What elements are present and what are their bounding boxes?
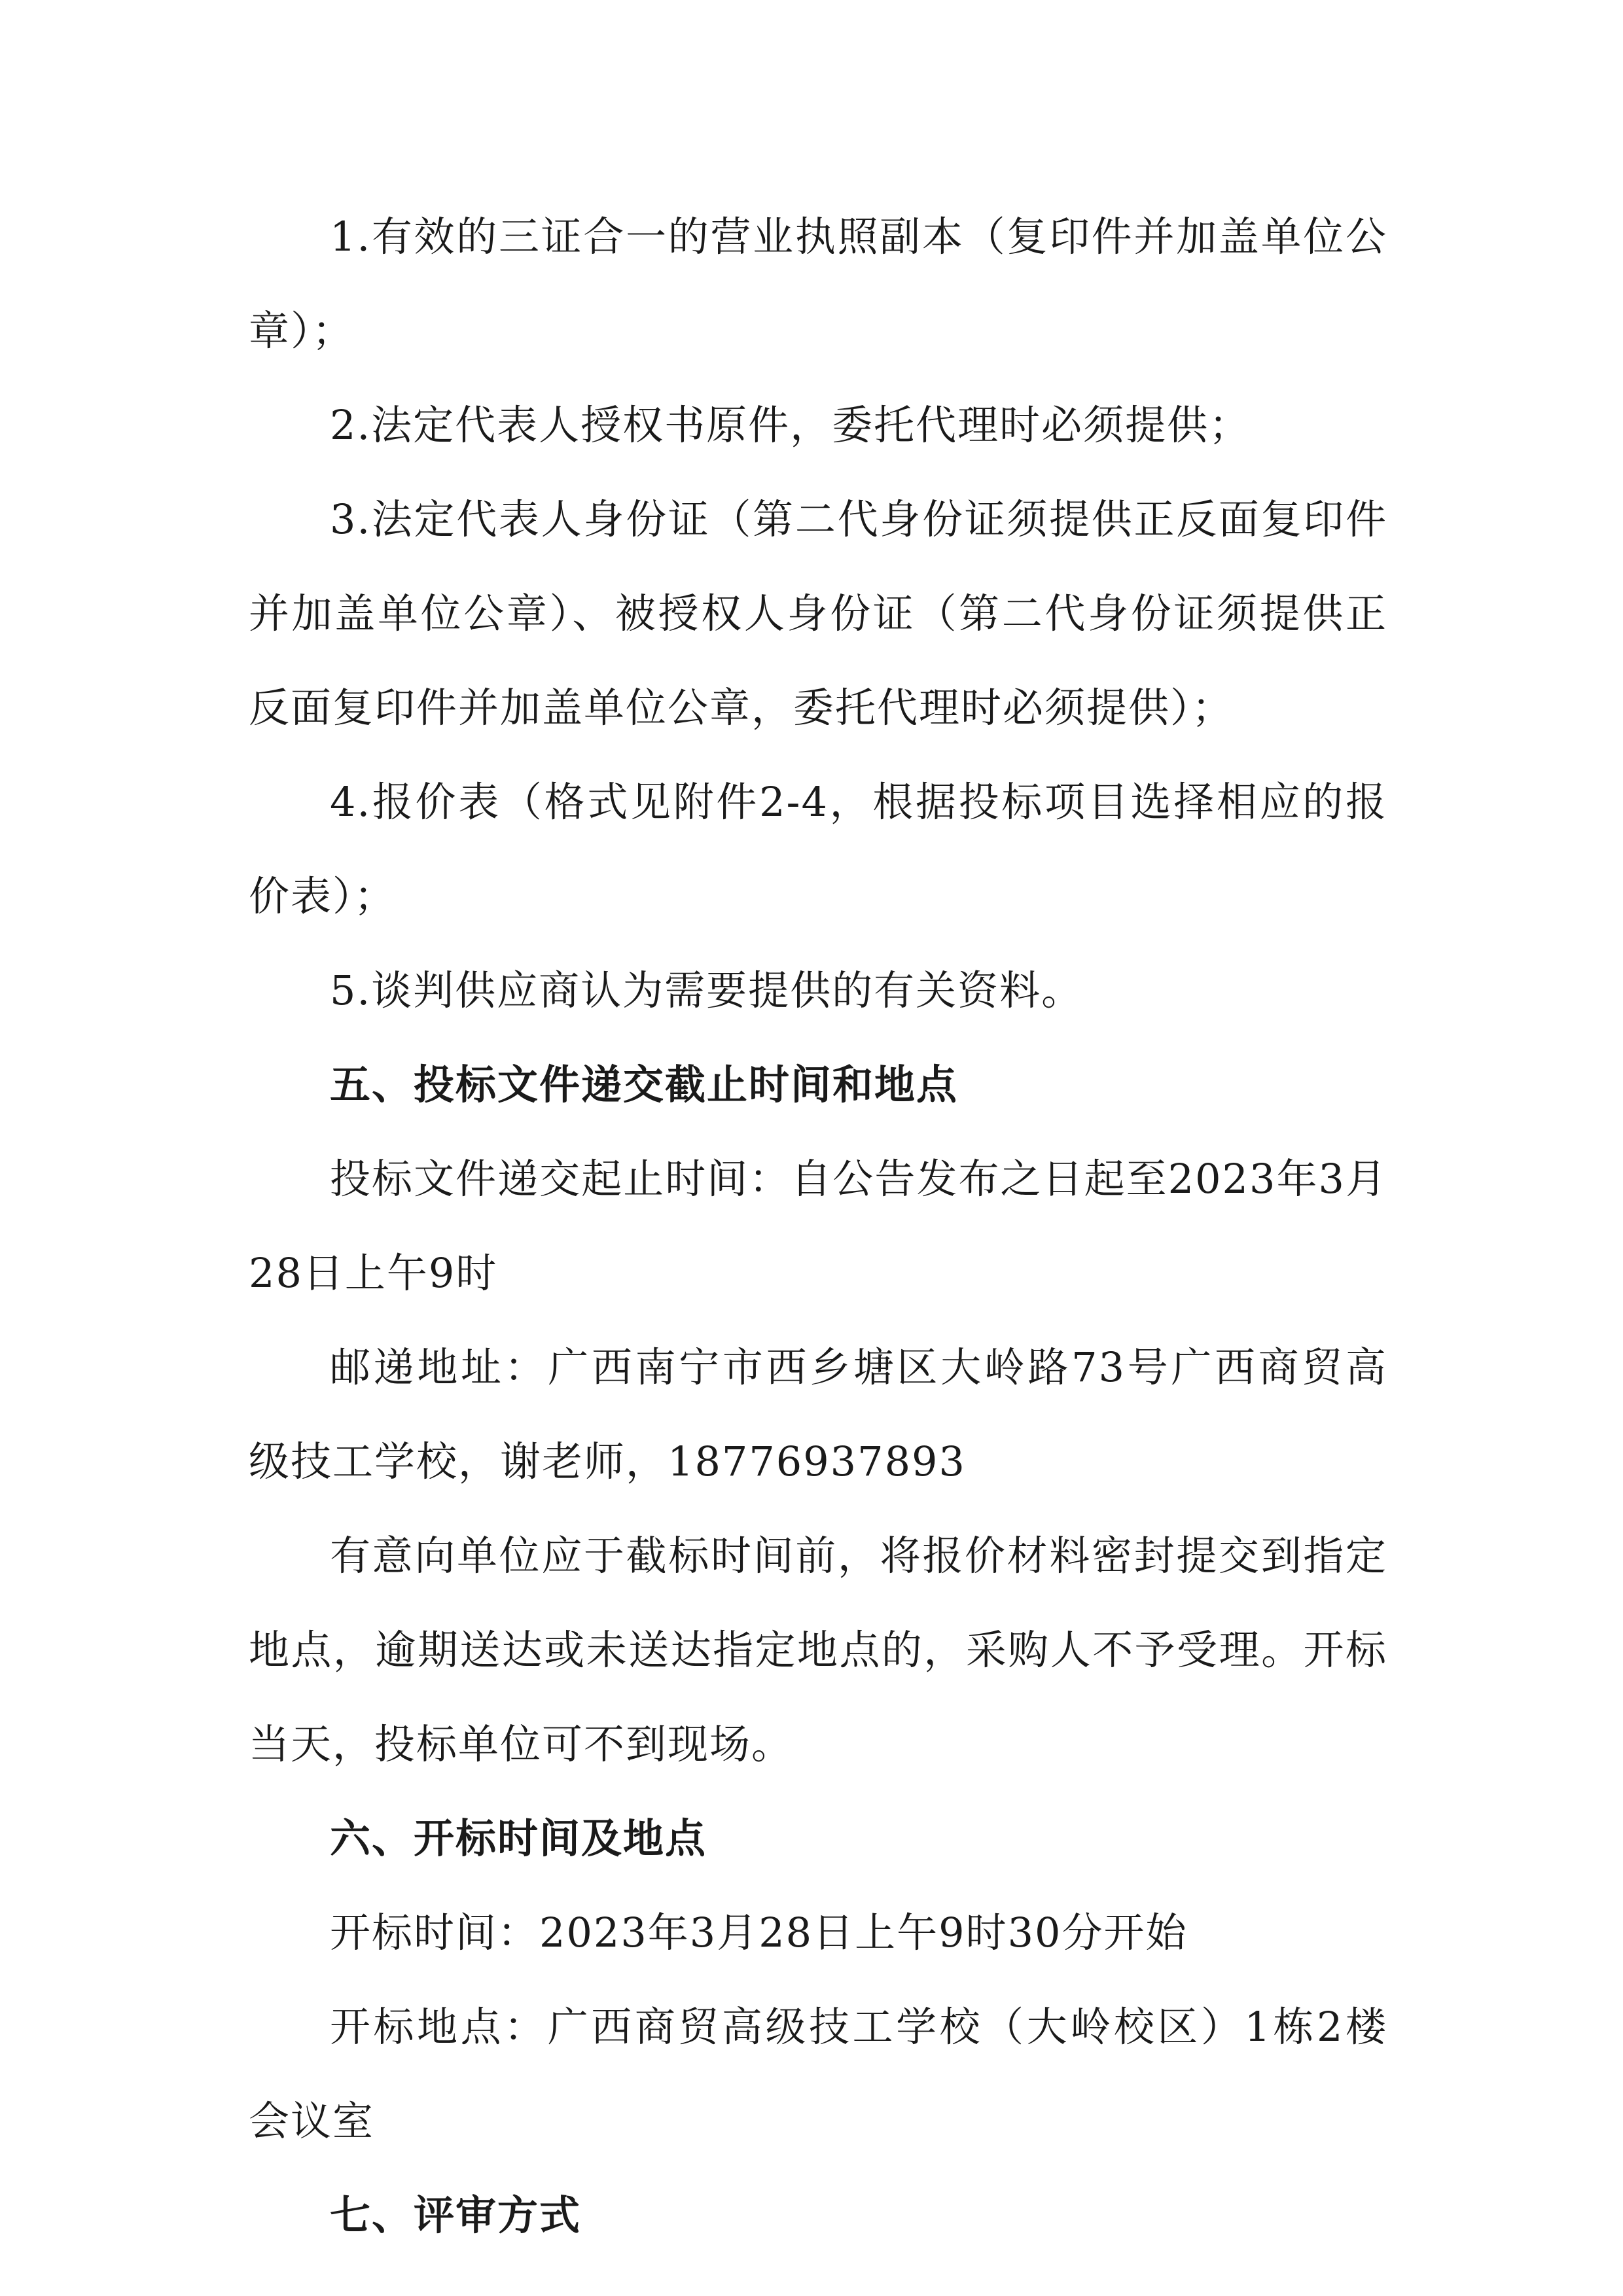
opening-time: 开标时间：2023年3月28日上午9时30分开始 (330, 1909, 1188, 1956)
document-page (249, 190, 1387, 2263)
mailing-address: 邮递地址：广西南宁市西乡塘区大岭路73号广西商贸高级技工学校，谢老师，18776937893 (249, 1343, 1387, 1485)
list-item: 2.法定代表人授权书原件，委托代理时必须提供； (330, 401, 1251, 449)
list-item: 4.报价表（格式见附件2-4，根据投标项目选择相应的报价表）； (249, 778, 1387, 920)
list-item: 1.有效的三证合一的营业执照副本（复印件并加盖单位公章）； (249, 213, 1387, 355)
submission-deadline: 投标文件递交起止时间：自公告发布之日起至2023年3月28日上午9时 (249, 1155, 1387, 1297)
section-heading-submission: 五、投标文件递交截止时间和地点 (330, 1061, 959, 1108)
list-item: 5.谈判供应商认为需要提供的有关资料。 (330, 966, 1084, 1014)
section-heading-evaluation: 七、评审方式 (330, 2191, 582, 2239)
opening-location: 开标地点：广西商贸高级技工学校（大岭校区）1栋2楼会议室 (249, 2003, 1387, 2145)
submission-note: 有意向单位应于截标时间前，将报价材料密封提交到指定地点，逾期送达或未送达指定地点的，采购人不予受理。开标当天，投标单位可不到现场。 (249, 1532, 1387, 1768)
list-item: 3.法定代表人身份证（第二代身份证须提供正反面复印件并加盖单位公章）、被授权人身份证（第二代身份证须提供正反面复印件并加盖单位公章，委托代理时必须提供）； (249, 495, 1387, 732)
section-heading-opening: 六、开标时间及地点 (330, 1814, 707, 1862)
